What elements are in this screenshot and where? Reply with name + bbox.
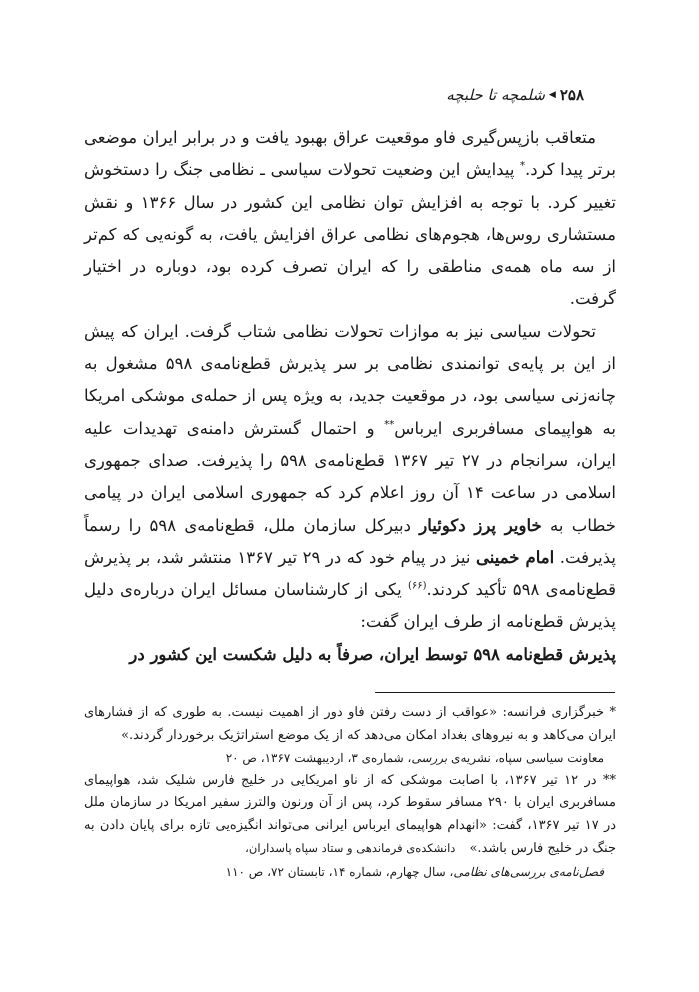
footnote-ref-double-star: ** bbox=[384, 419, 395, 431]
footnote-divider bbox=[375, 692, 615, 693]
running-title: شلمچه تا حلبچه bbox=[446, 86, 545, 104]
footnote-2-inline-source: دانشکده‌ی فرماندهی و ستاد سپاه پاسداران، bbox=[245, 841, 456, 855]
footnote-1-source: معاونت سیاسی سپاه، نشریه‌ی بررسی، شماره‌ی ۳، اردیبهشت ۱۳۶۷، ص ۲۰ bbox=[225, 751, 604, 765]
footnote-2: ** در ۱۲ تیر ۱۳۶۷، با اصابت موشکی که از ناو امریکایی در خلیج فارس شلیک شد، هواپیمای مسافربری ایران با ۲۹۰ مسافر سقوط کرد، پس از آن ورنون والترز سفیر امریکا در سازمان ملل در ۱۷ تیر ۱۳۶۷، گفت: «انهدام هواپیمای ایرباس ایرانی می‌تواند انگیزه‌یی تازه برای پایان دادن به جنگ در خلیج فارس باشد.»دانشکده‌ی فرماندهی و ستاد سپاه پاسداران، bbox=[84, 772, 617, 856]
footnote-ref-star: * bbox=[520, 160, 526, 172]
page-number: ۲۵۸ bbox=[559, 86, 584, 104]
footnote-1: * خبرگزاری فرانسه: «عواقب از دست رفتن فاو دور از اهمیت نیست. به طوری که از فشارهای ایران می‌کاهد و به نیروهای بغداد امکان می‌دهد که از یک موضع استراتژیک برخوردار گردند.» bbox=[84, 705, 616, 743]
footnotes bbox=[84, 702, 616, 883]
running-head bbox=[446, 86, 584, 104]
quote-line: پذیرش قطع‌نامه ۵۹۸ توسط ایران، صرفاً به دلیل شکست این کشور در bbox=[129, 644, 616, 664]
endnote-ref-66: (۶۶) bbox=[407, 580, 427, 592]
imam-name-bold: امام خمینی bbox=[476, 547, 555, 567]
person-name-bold: خاویر پرز دکوئیار bbox=[419, 515, 542, 535]
main-text bbox=[84, 122, 616, 671]
paragraph-1: متعاقب بازپس‌گیری فاو موقعیت عراق بهبود یافت و در برابر ایران موضعی برتر پیدا کرد.* پیدایش این وضعیت تحولات سیاسی ـ نظامی جنگ را دستخوش تغییر کرد. با توجه به افزایش توان نظامی این کشور در سال ۱۳۶۶ و نقش مستشاری روس‌ها، هجوم‌های نظامی عراق افزایش یافت، به گونه‌یی که کم‌تر از سه ماه همه‌ی مناطقی را که ایران تصرف کرده بود، دوباره در اختیار گرفت. bbox=[84, 128, 617, 309]
triangle-marker-icon: ◀ bbox=[548, 89, 556, 100]
footnote-2-source: فصل‌نامه‌ی بررسی‌های نظامی، سال چهارم، شماره ۱۴، تابستان ۷۲، ص ۱۱۰ bbox=[225, 864, 604, 879]
paragraph-2: تحولات سیاسی نیز به موازات تحولات نظامی شتاب گرفت. ایران که پیش از این بر پایه‌ی توانمندی نظامی بر سر پذیرش قطع‌نامه‌ی ۵۹۸ مشغول به چانه‌زنی سیاسی بود، در موقعیت جدید، به ویژه پس از حمله‌ی موشکی امریکا به هواپیمای مسافربری ایرباس** و احتمال گسترش دامنه‌ی تهدیدات علیه ایران، سرانجام در ۲۷ تیر ۱۳۶۷ قطع‌نامه‌ی ۵۹۸ را پذیرفت. صدای جمهوری اسلامی در ساعت ۱۴ آن روز اعلام کرد که جمهوری اسلامی ایران در پیامی خطاب به خاویر پرز دکوئیار دبیرکل سازمان ملل، قطع‌نامه‌ی ۵۹۸ را رسماً پذیرفت. امام خمینی نیز در پیام خود که در ۲۹ تیر ۱۳۶۷ منتشر شد، بر پذیرش قطع‌نامه‌ی ۵۹۸ تأکید کردند.$^{(۶۶)}$ یکی از کارشناسان مسائل ایران درباره‌ی دلیل پذیرش قطع‌نامه از طرف ایران گفت: bbox=[84, 321, 617, 632]
